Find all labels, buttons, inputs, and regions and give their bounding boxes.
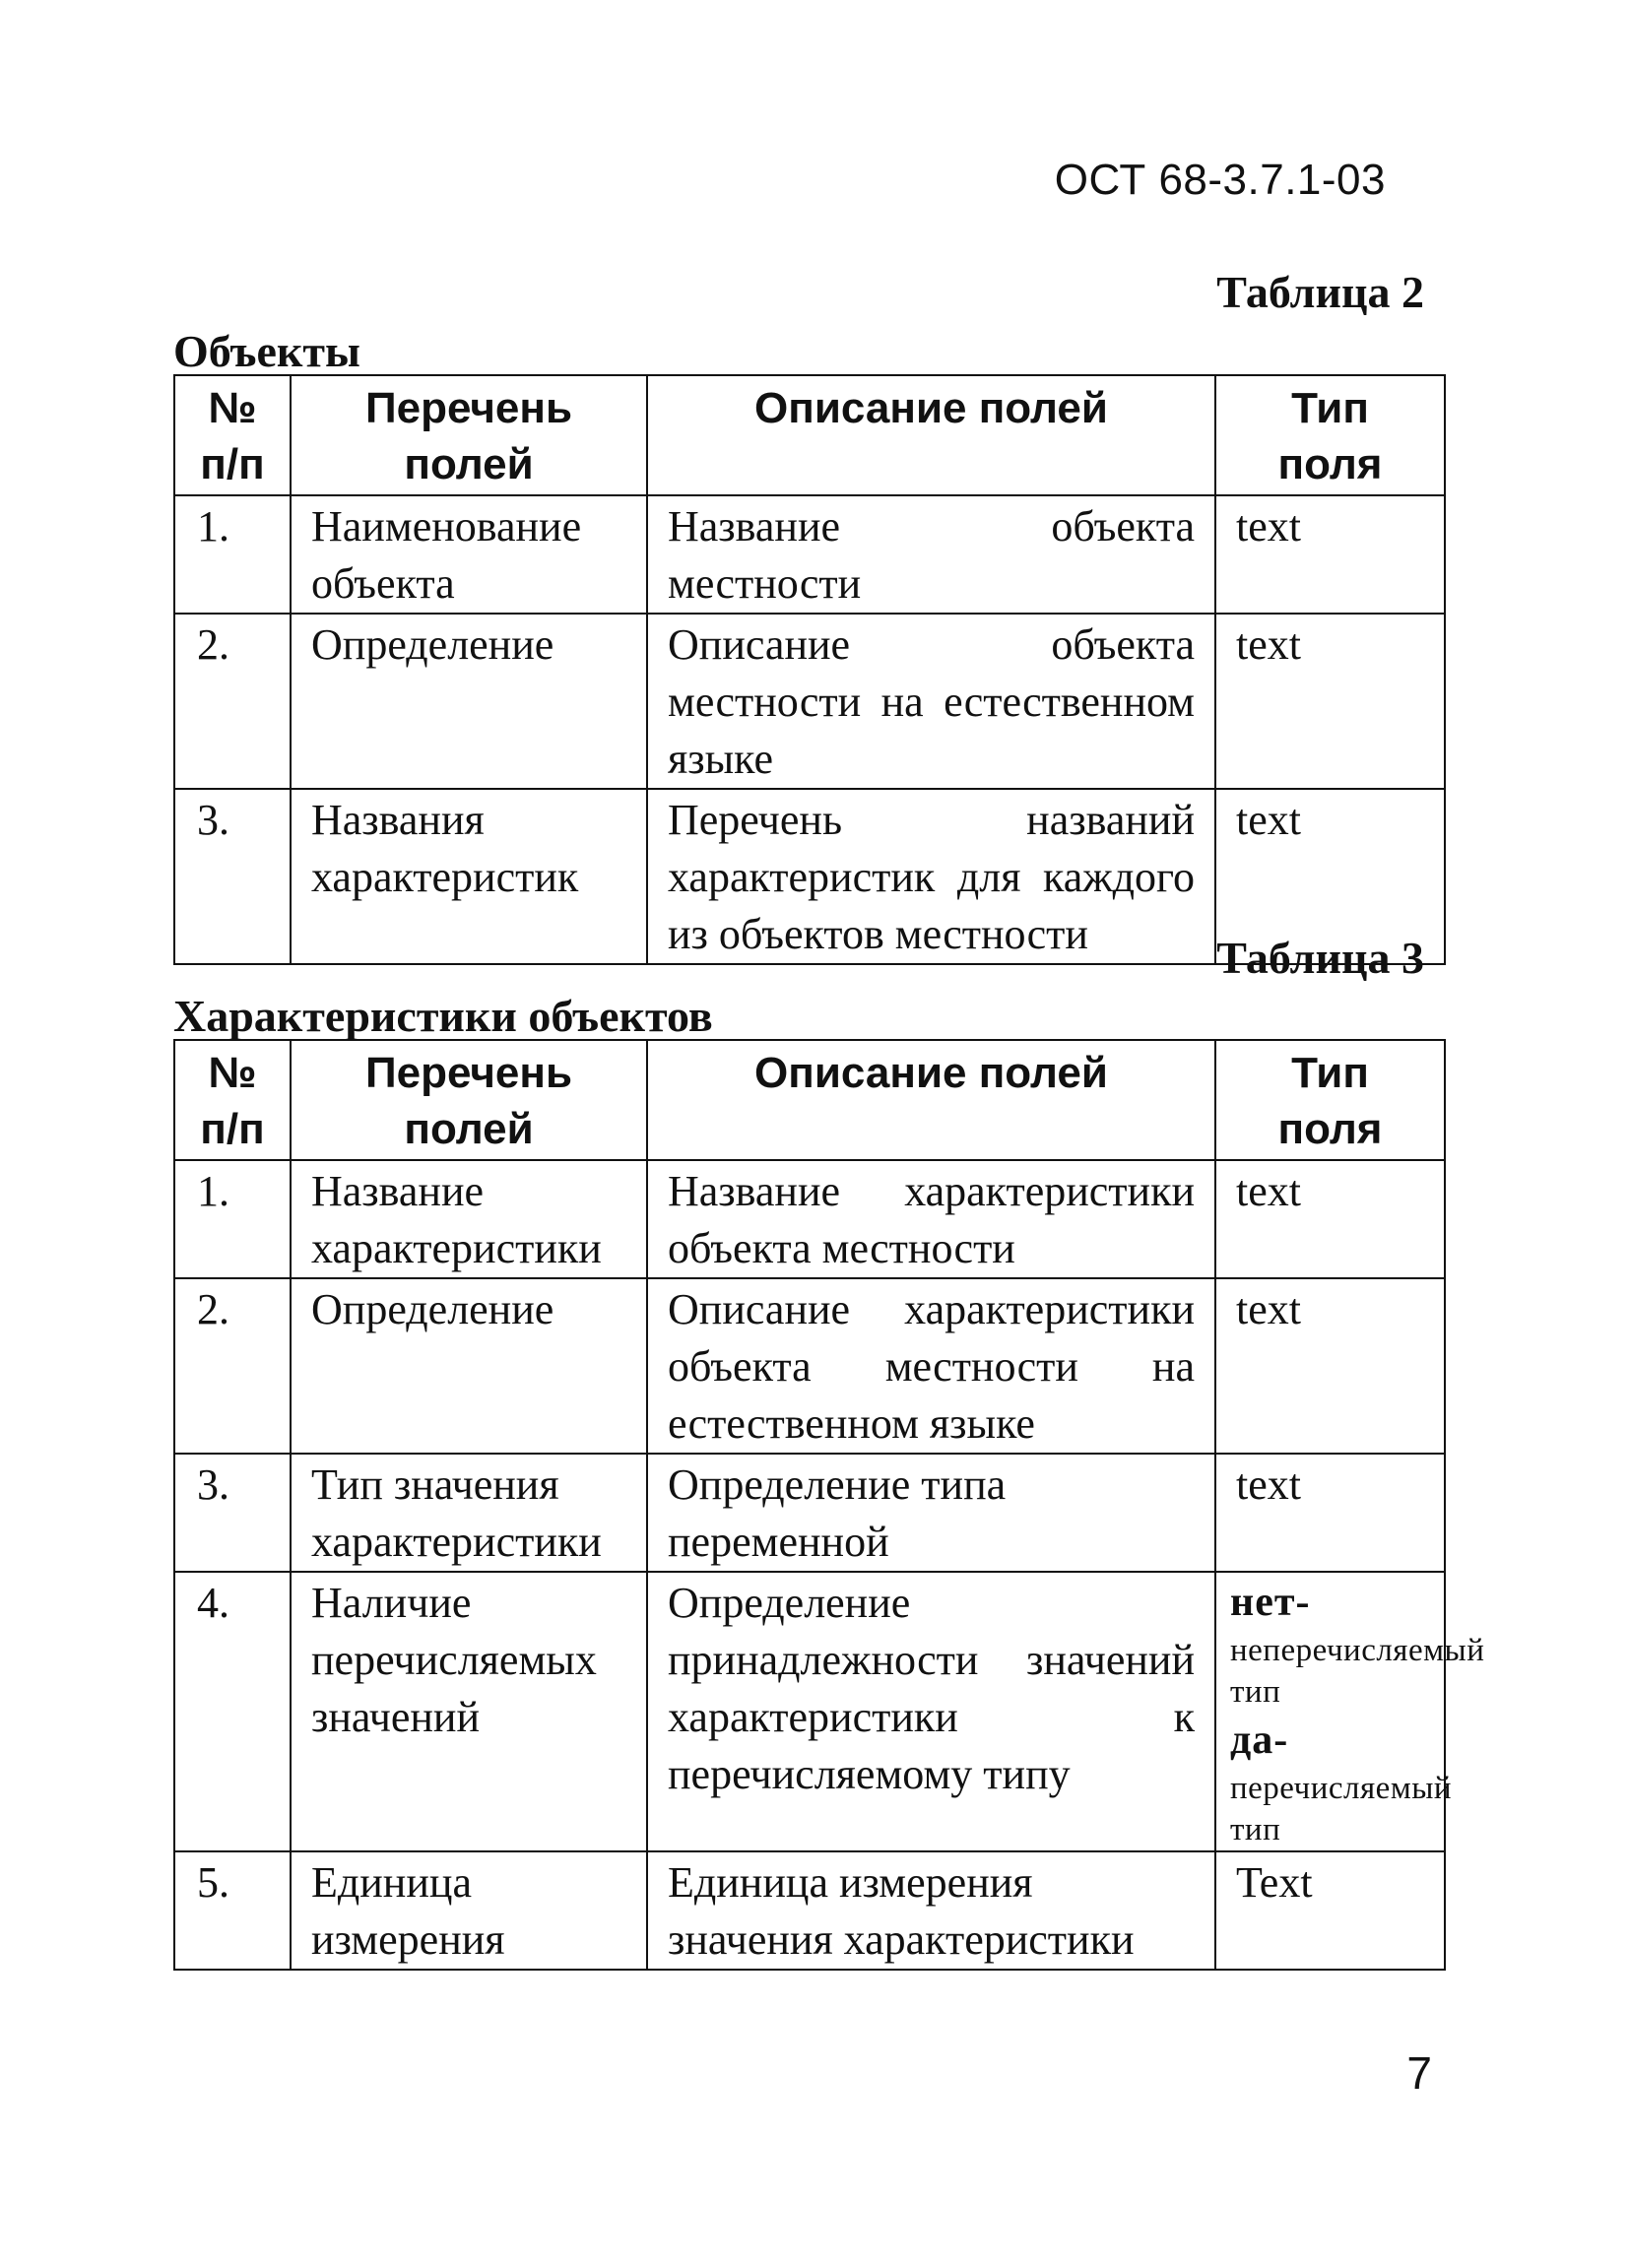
row-number: 1. xyxy=(174,1160,291,1278)
field-type: text xyxy=(1215,1278,1445,1454)
column-header-num-line1: № xyxy=(208,384,257,432)
field-type-enum xyxy=(1215,1572,1485,1851)
column-header-num-line2: п/п xyxy=(200,1105,265,1153)
field-description: Перечень названий характеристик для каждого из объектов местности xyxy=(647,789,1215,964)
field-description: Определение типа переменной xyxy=(647,1454,1215,1572)
table-row xyxy=(174,1851,1445,1970)
field-name xyxy=(291,1454,647,1572)
row-number: 1. xyxy=(174,495,291,614)
table-row xyxy=(174,1278,1445,1454)
row-number: 3. xyxy=(174,1454,291,1572)
table-3-number: Таблица 3 xyxy=(1216,933,1424,983)
row-number: 4. xyxy=(174,1572,291,1851)
column-header-type-line1: Тип xyxy=(1291,384,1369,432)
field-name xyxy=(291,1572,647,1851)
type-no-description: неперечисляемый тип xyxy=(1230,1633,1485,1710)
field-description: Определение принадлежности значений характеристики к перечисляемому типу xyxy=(647,1572,1215,1851)
field-type: text xyxy=(1215,495,1445,614)
column-header-type-line1: Тип xyxy=(1291,1049,1369,1097)
column-header-list-line2: полей xyxy=(404,1105,534,1153)
field-name-line2: измерения xyxy=(311,1915,505,1964)
table-2-title: Объекты xyxy=(173,326,360,376)
field-description: Название характеристики объекта местности xyxy=(647,1160,1215,1278)
field-name xyxy=(291,614,647,789)
type-yes-label: да- xyxy=(1230,1717,1289,1763)
field-name xyxy=(291,495,647,614)
field-name-line2: перечисляемых xyxy=(311,1636,597,1684)
table-2-header-row xyxy=(174,375,1445,495)
row-number: 2. xyxy=(174,614,291,789)
column-header-list-line2: полей xyxy=(404,440,534,488)
field-type: text xyxy=(1215,614,1445,789)
field-name-line1: Названия xyxy=(311,796,485,844)
column-header-description xyxy=(647,375,1215,495)
field-name-line1: Тип значения xyxy=(311,1460,559,1509)
type-yes-description: перечисляемый тип xyxy=(1230,1771,1453,1847)
column-header-list-line1: Перечень xyxy=(365,384,572,432)
column-header-list-line1: Перечень xyxy=(365,1049,572,1097)
table-row xyxy=(174,614,1445,789)
field-name-line1: Наименование xyxy=(311,502,582,551)
row-number: 2. xyxy=(174,1278,291,1454)
row-number: 5. xyxy=(174,1851,291,1970)
column-header-description xyxy=(647,1040,1215,1160)
column-header-type-line2: поля xyxy=(1277,440,1383,488)
field-description: Описание характеристики объекта местности на естественном языке xyxy=(647,1278,1215,1454)
document-code: ОСТ 68-3.7.1-03 xyxy=(1054,156,1386,204)
field-name-line2: характеристики xyxy=(311,1224,602,1272)
table-2-number: Таблица 2 xyxy=(1216,267,1424,317)
column-header-num-line2: п/п xyxy=(200,440,265,488)
column-header-type xyxy=(1215,1040,1445,1160)
field-description: Единица измерения значения характеристики xyxy=(647,1851,1215,1970)
field-name-line2: характеристик xyxy=(311,853,579,901)
table-3-title: Характеристики объектов xyxy=(173,991,713,1041)
field-description: Название объекта местности xyxy=(647,495,1215,614)
field-name-line1: Определение xyxy=(311,620,554,669)
column-header-num-line1: № xyxy=(208,1049,257,1097)
table-row xyxy=(174,1160,1445,1278)
field-type: text xyxy=(1215,1454,1445,1572)
field-name-line1: Название xyxy=(311,1167,485,1215)
column-header-field-list xyxy=(291,375,647,495)
column-header-num xyxy=(174,375,291,495)
field-name xyxy=(291,1851,647,1970)
table-3-header-row xyxy=(174,1040,1445,1160)
column-header-field-list xyxy=(291,1040,647,1160)
field-name-line2: объекта xyxy=(311,559,455,608)
page-number: 7 xyxy=(1406,2047,1432,2099)
type-no-label: нет- xyxy=(1230,1580,1311,1625)
field-type: text xyxy=(1215,1160,1445,1278)
field-type: text xyxy=(1215,789,1445,964)
field-type: Text xyxy=(1215,1851,1445,1970)
column-header-type-line2: поля xyxy=(1277,1105,1383,1153)
field-name xyxy=(291,1160,647,1278)
row-number: 3. xyxy=(174,789,291,964)
table-3-object-characteristics xyxy=(173,1039,1485,1971)
table-row xyxy=(174,495,1445,614)
field-description: Описание объекта местности на естественном языке xyxy=(647,614,1215,789)
table-2-objects xyxy=(173,374,1446,965)
field-name-line3: значений xyxy=(311,1693,480,1741)
field-name-line1: Определение xyxy=(311,1285,554,1333)
table-row xyxy=(174,1454,1445,1572)
field-name xyxy=(291,789,647,964)
field-name-line1: Наличие xyxy=(311,1579,472,1627)
column-header-desc-text: Описание полей xyxy=(754,384,1108,432)
column-header-desc-text: Описание полей xyxy=(754,1049,1108,1097)
field-name-line1: Единица xyxy=(311,1858,472,1907)
column-header-type xyxy=(1215,375,1445,495)
field-name xyxy=(291,1278,647,1454)
table-row xyxy=(174,1572,1445,1851)
field-name-line2: характеристики xyxy=(311,1518,602,1566)
column-header-num xyxy=(174,1040,291,1160)
